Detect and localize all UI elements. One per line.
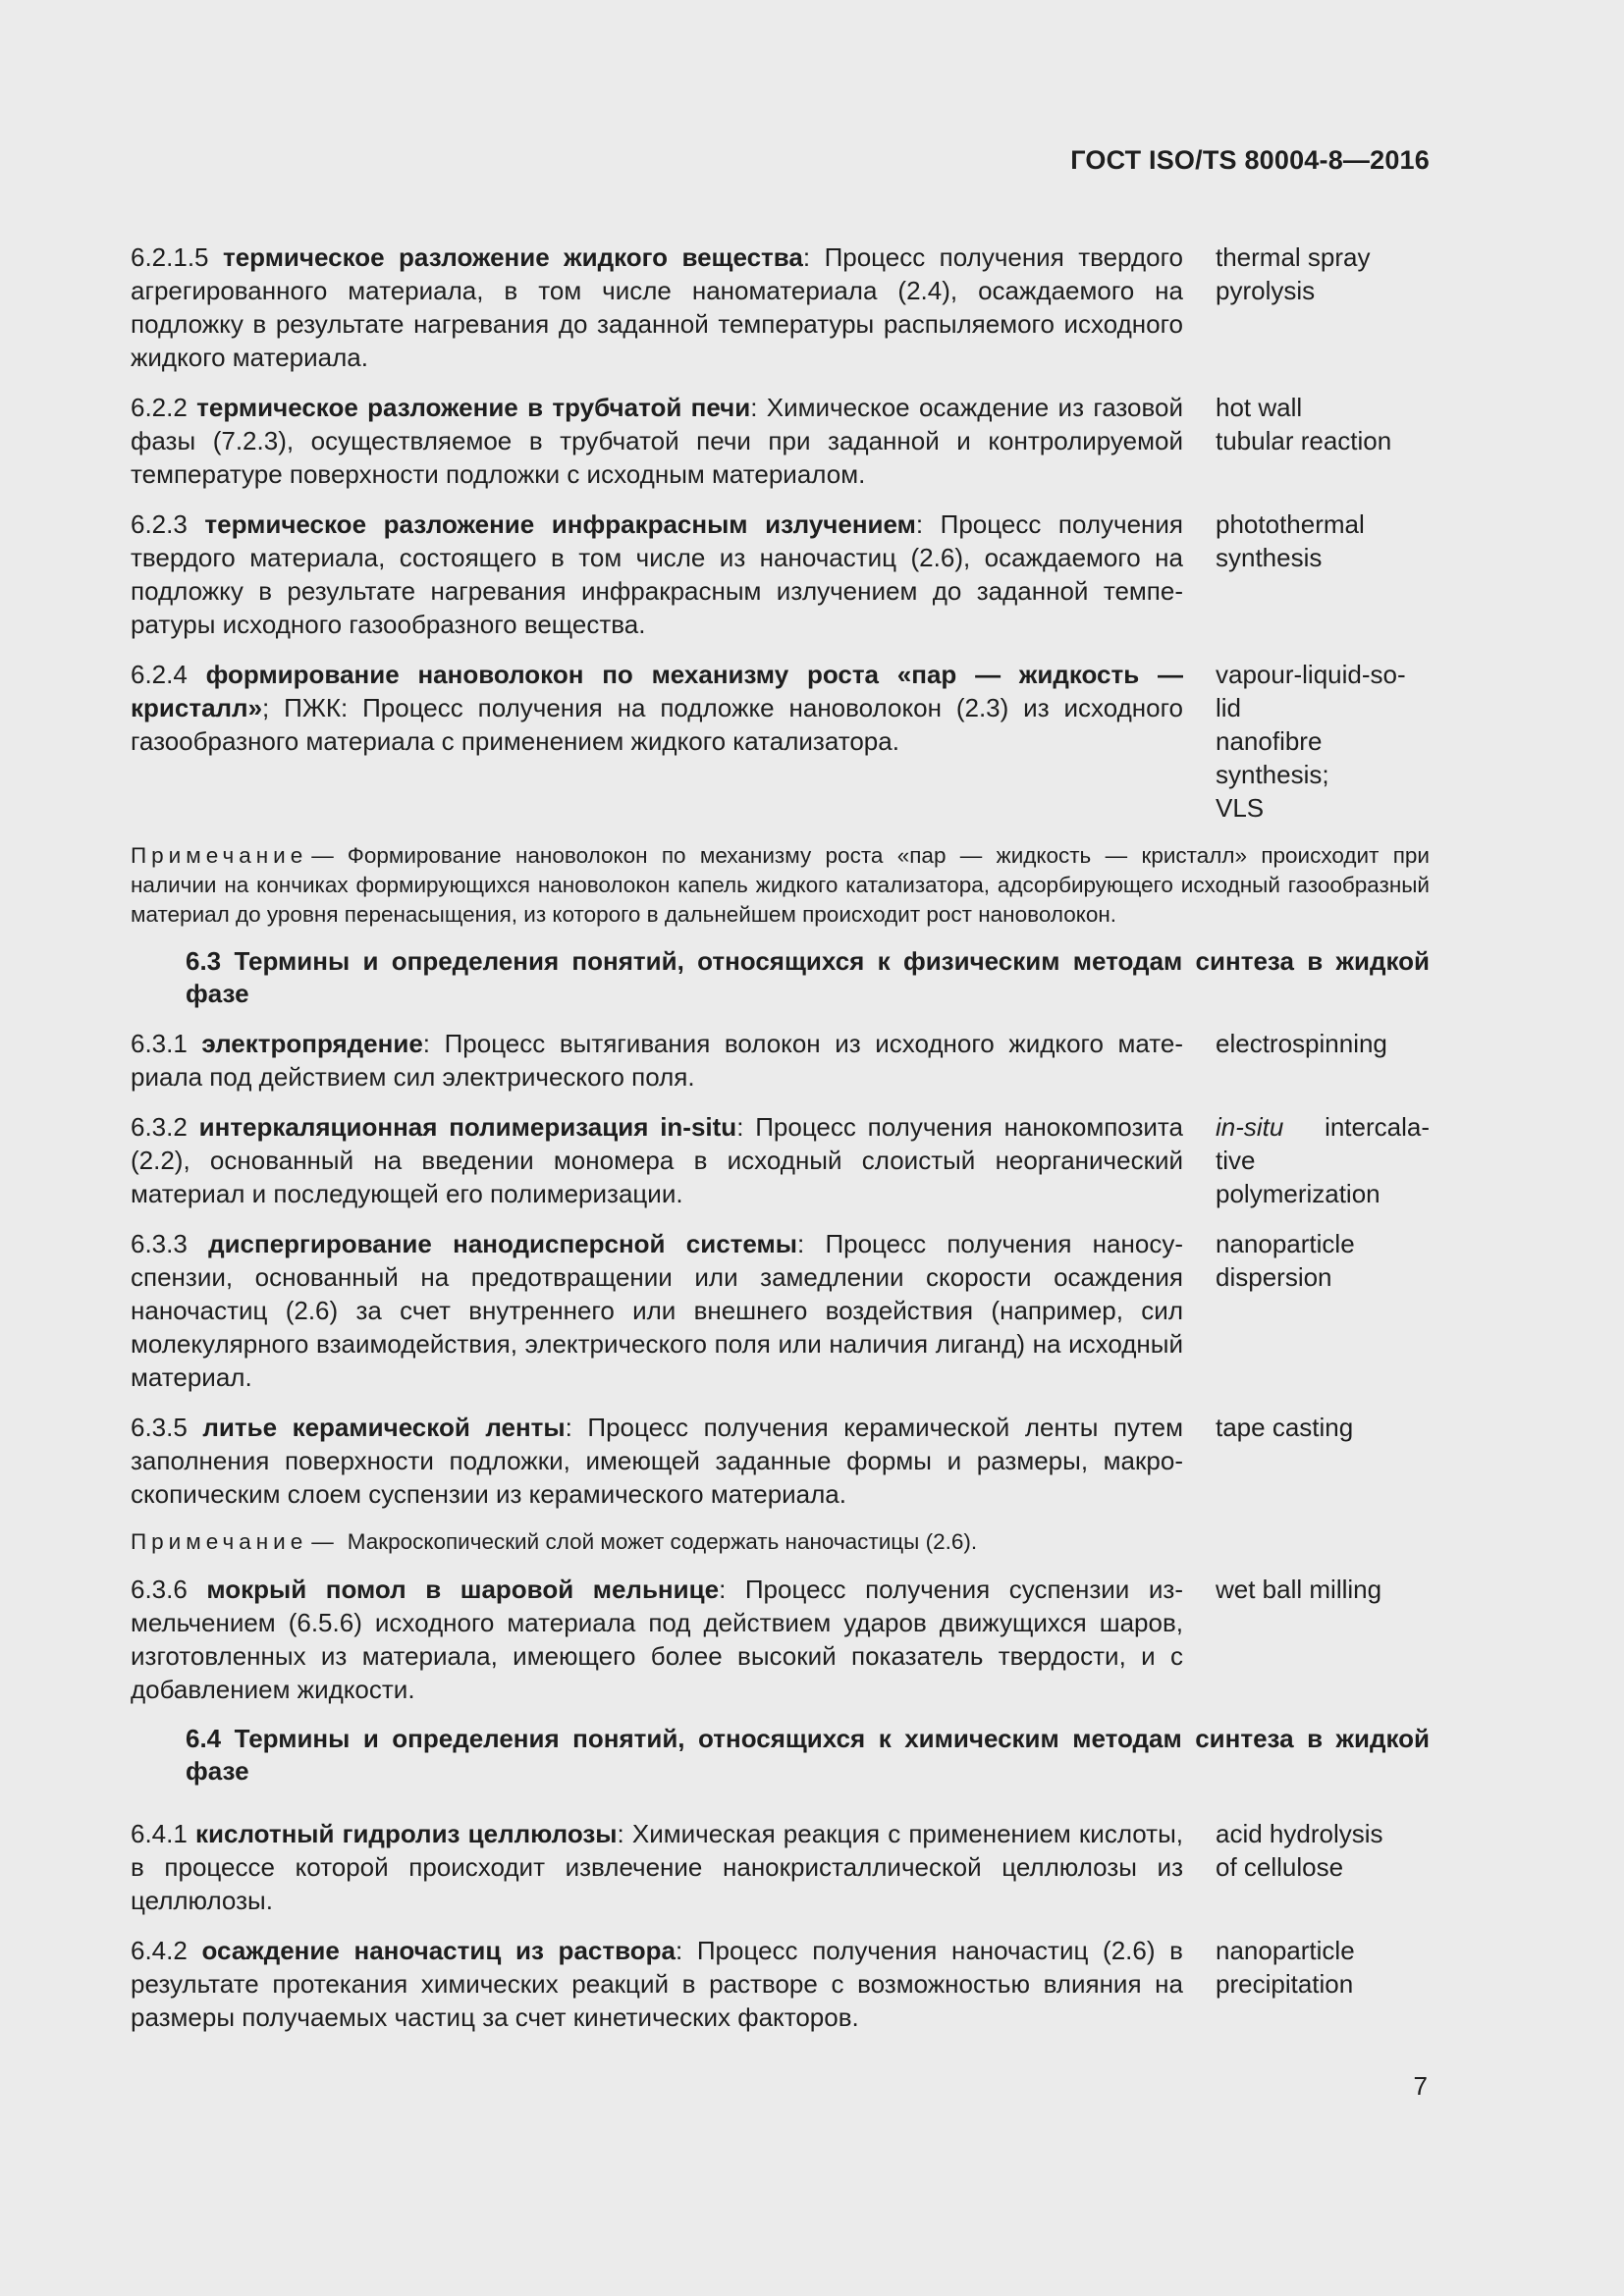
term-name: интеркаляционная полимеризация in-situ (198, 1112, 737, 1142)
section-heading: 6.3 Термины и определения понятий, относящихся к физическим методам синтеза в жидкой фазе (186, 946, 1430, 1008)
english-term-line: VLS (1216, 793, 1265, 823)
definition (131, 1573, 1183, 1706)
english-term-line: vapour-liquid-so- (1216, 660, 1406, 689)
note-text: Макроскопический слой может содержать наночастицы (2.6). (347, 1529, 978, 1554)
definition (131, 507, 1183, 641)
english-term-line: electrospinning (1216, 1029, 1387, 1058)
definition-text: : Процесс получения наносуспензии, основанный на предотвращении или замедлении скорости осаждения наночастиц (2.6) за счет внутреннего или внешнего воздействия (например, сил молекулярного взаимодействия, электрического поля или наличия лиганд) на исходный материал. (131, 1229, 1183, 1392)
note-label: Примечание (131, 843, 308, 868)
document-header: ГОСТ ISO/TS 80004-8—2016 (1070, 145, 1430, 175)
term-name: осаждение наночастиц из раствора (201, 1936, 676, 1965)
term-entry (131, 1227, 1430, 1394)
english-term-line: nanoparticle (1216, 1229, 1355, 1258)
english-term-line: tubular reaction (1216, 426, 1392, 455)
english-term-line: thermal spray (1216, 242, 1371, 272)
english-equivalent (1216, 1934, 1430, 2034)
english-term-line: pyrolysis (1216, 276, 1316, 305)
note (131, 841, 1430, 930)
definition-text: : Процесс получения керамической ленты путем заполнения поверхности подложки, имеющей заданные формы и размеры, макроскопическим слоем суспензии из керамического материала. (131, 1413, 1183, 1509)
english-term-line: nanoparticle (1216, 1936, 1355, 1965)
english-term-part: intercala- (1325, 1112, 1430, 1142)
english-term-line: tape casting (1216, 1413, 1354, 1442)
term-number: 6.2.2 (131, 393, 188, 422)
english-equivalent (1216, 658, 1430, 825)
english-term-line: hot wall (1216, 393, 1303, 422)
definition (131, 1411, 1183, 1511)
term-name: кислотный гидролиз целлюлозы (194, 1819, 618, 1848)
english-equivalent (1216, 391, 1430, 491)
english-term-italic: in-situ (1216, 1112, 1284, 1142)
term-number: 6.2.3 (131, 509, 188, 539)
definition (131, 658, 1183, 825)
term-name: электропрядение (201, 1029, 423, 1058)
page-number: 7 (1413, 2071, 1428, 2101)
term-name: термическое разложение инфракрасным излучением (204, 509, 916, 539)
english-term-line (1216, 1110, 1430, 1144)
definition-text: : Процесс получения суспензии измельчением (6.5.6) исходного материала под действием ударов движущихся шаров, изготовленных из материала, имеющего более высокий показатель твердости, и с добавлением жидкости. (131, 1575, 1183, 1704)
definition-text: ; ПЖК: Процесс получения на подложке нановолокон (2.3) из исходного газообразного материала с применением жидкого катализатора. (131, 693, 1183, 756)
english-equivalent (1216, 1027, 1430, 1094)
definition-text: : Химическое осаждение из газовой фазы (7.2.3), осуществляемое в трубчатой печи при заданной и контролируемой температуре поверхности подложки с исходным материалом. (131, 393, 1183, 489)
english-term-line: lid (1216, 693, 1242, 722)
term-number: 6.3.6 (131, 1575, 188, 1604)
english-term-line: tive (1216, 1146, 1256, 1175)
english-equivalent (1216, 1817, 1430, 1917)
term-entry (131, 1110, 1430, 1210)
term-number: 6.3.1 (131, 1029, 188, 1058)
definition-text: : Процесс вытягивания волокон из исходного жидкого материала под действием сил электрического поля. (131, 1029, 1183, 1092)
term-entry (131, 1027, 1430, 1094)
english-term-line: synthesis; (1216, 760, 1329, 789)
english-term-line: synthesis (1216, 543, 1323, 572)
term-number: 6.3.2 (131, 1112, 188, 1142)
term-name: формирование нановолокон по механизму роста «пар — жидкость — кристалл» (131, 660, 1183, 722)
term-number: 6.3.3 (131, 1229, 188, 1258)
note-label: Примечание (131, 1529, 308, 1554)
definition (131, 1027, 1183, 1094)
term-entry (131, 658, 1430, 825)
english-term-line: wet ball milling (1216, 1575, 1382, 1604)
english-equivalent (1216, 240, 1430, 374)
definition-text: : Процесс получения твердого агрегированного материала, в том числе наноматериала (2.4), осаждаемого на подложку в результате нагревания до заданной температуры распыляемого исходного жидкого материала. (131, 242, 1183, 372)
term-name: мокрый помол в шаровой мельнице (206, 1575, 720, 1604)
note-text: Формирование нановолокон по механизму роста «пар — жидкость — кристалл» происходит при наличии на кончиках формирующихся нановолокон капель жидкого катализатора, адсорбирующего исходный газообразный материал до уровня перенасыщения, из которого в дальнейшем происходит рост нановолокон. (131, 843, 1430, 927)
definition-text: : Процесс получения твердого материала, состоящего в том числе из наночастиц (2.6), осаждаемого на подложку в результате нагревания инфракрасным излучением до заданной температуры исходного газообразного вещества. (131, 509, 1183, 639)
term-name: литье керамической ленты (202, 1413, 566, 1442)
definition-text: : Процесс получения нанокомпозита (2.2), основанный на введении мономера в исходный слоистый неорганический материал и последующей его полимеризации. (131, 1112, 1183, 1208)
term-number: 6.4.1 (131, 1819, 188, 1848)
term-entry (131, 240, 1430, 374)
definition (131, 1934, 1183, 2034)
term-entry (131, 1817, 1430, 1917)
definition (131, 1110, 1183, 1210)
term-number: 6.4.2 (131, 1936, 188, 1965)
english-term-line: polymerization (1216, 1179, 1380, 1208)
section-heading: 6.4 Термины и определения понятий, относящихся к химическим методам синтеза в жидкой фазе (186, 1724, 1430, 1786)
english-term-line: precipitation (1216, 1969, 1354, 1999)
term-number: 6.2.1.5 (131, 242, 209, 272)
definition (131, 1817, 1183, 1917)
term-entry (131, 507, 1430, 641)
term-number: 6.2.4 (131, 660, 188, 689)
english-term-line: acid hydrolysis (1216, 1819, 1383, 1848)
definition (131, 240, 1183, 374)
english-equivalent (1216, 1411, 1430, 1511)
term-entry (131, 391, 1430, 491)
english-term-line: dispersion (1216, 1262, 1332, 1292)
note-dash: — (311, 1529, 334, 1554)
definition (131, 1227, 1183, 1394)
definition-text: : Химическая реакция с применением кислоты, в процессе которой происходит извлечение нанокристаллической целлюлозы из целлюлозы. (131, 1819, 1183, 1915)
note-dash: — (311, 843, 334, 868)
term-name: диспергирование нанодисперсной системы (208, 1229, 797, 1258)
term-entry (131, 1411, 1430, 1511)
definition-text: : Процесс получения наночастиц (2.6) в результате протекания химических реакций в растворе с возможностью влияния на размеры получаемых частиц за счет кинетических факторов. (131, 1936, 1183, 2032)
english-equivalent (1216, 1573, 1430, 1706)
term-name: термическое разложение в трубчатой печи (196, 393, 751, 422)
term-number: 6.3.5 (131, 1413, 188, 1442)
english-equivalent (1216, 1227, 1430, 1394)
term-name: термическое разложение жидкого вещества (222, 242, 803, 272)
term-entry (131, 1573, 1430, 1706)
definition (131, 391, 1183, 491)
note (131, 1527, 1430, 1557)
document-body (131, 240, 1430, 2051)
english-term-line: photothermal (1216, 509, 1365, 539)
english-term-line: of cellulose (1216, 1852, 1344, 1882)
term-entry (131, 1934, 1430, 2034)
english-equivalent (1216, 1110, 1430, 1210)
english-term-line: nanofibre (1216, 726, 1323, 756)
english-equivalent (1216, 507, 1430, 641)
